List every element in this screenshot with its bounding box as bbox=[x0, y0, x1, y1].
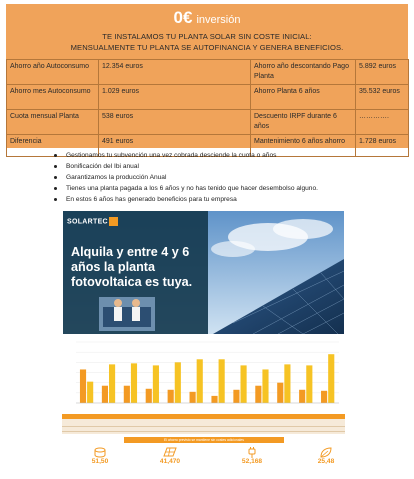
chart-bar bbox=[197, 359, 203, 403]
offer-box bbox=[6, 4, 408, 148]
cell-left-value: 491 euros bbox=[99, 135, 251, 157]
chart-bar bbox=[109, 364, 115, 403]
chart-bar bbox=[284, 364, 290, 403]
table-row bbox=[62, 426, 345, 432]
table-row bbox=[7, 85, 409, 110]
cell-right-value: 35.532 euros bbox=[356, 85, 409, 110]
chart-bar bbox=[211, 396, 217, 403]
solar-banner bbox=[63, 211, 344, 334]
cell-left-label: Diferencia bbox=[7, 135, 99, 157]
chart-bar bbox=[306, 365, 312, 403]
tagline-line-2: MENSUALMENTE TU PLANTA SE AUTOFINANCIA Y GENERA BENEFICIOS. bbox=[70, 43, 344, 52]
tagline-line-1: TE INSTALAMOS TU PLANTA SOLAR SIN COSTE INICIAL: bbox=[102, 32, 312, 41]
chart-bar bbox=[299, 390, 305, 403]
monthly-table-strip bbox=[62, 414, 345, 434]
chart-bar bbox=[124, 386, 130, 403]
chart-bar bbox=[241, 365, 247, 403]
cell-right-label: Ahorro Planta 6 años bbox=[251, 85, 356, 110]
price-word: inversión bbox=[196, 14, 241, 26]
list-item: Gestionamos tu subvención una vez cobrada desciende la cuota o años bbox=[58, 150, 398, 161]
cell-left-value: 538 euros bbox=[99, 110, 251, 135]
stat-value: 41,470 bbox=[159, 458, 181, 465]
chart-bar bbox=[328, 354, 334, 403]
savings-table bbox=[6, 59, 409, 157]
chart-bar bbox=[87, 382, 93, 403]
strip-header bbox=[62, 414, 345, 419]
stat-value: 52,168 bbox=[241, 458, 263, 465]
cell-left-value: 12.354 euros bbox=[99, 60, 251, 85]
coins-icon bbox=[93, 447, 107, 458]
chart-bar bbox=[233, 390, 239, 403]
chart-bar bbox=[190, 392, 196, 403]
chart-bar bbox=[262, 369, 268, 403]
cell-right-label: Ahorro año descontando Pago Planta bbox=[251, 60, 356, 85]
cell-right-label: Descuento IRPF durante 6 años bbox=[251, 110, 356, 135]
stat-value: 25,48 bbox=[317, 458, 335, 465]
workers-photo bbox=[99, 297, 155, 331]
cell-right-value: 1.728 euros bbox=[356, 135, 409, 157]
stat-item bbox=[70, 447, 130, 466]
list-item: Garantizamos la producción Anual bbox=[58, 172, 398, 183]
sun-icon bbox=[109, 217, 118, 226]
list-item: Bonificación del Ibi anual bbox=[58, 161, 398, 172]
table-row bbox=[7, 110, 409, 135]
chart-bar bbox=[255, 386, 261, 403]
chart-bar bbox=[168, 390, 174, 403]
brand-name: SOLARTEC bbox=[67, 218, 108, 226]
cell-left-label: Ahorro año Autoconsumo bbox=[7, 60, 99, 85]
stat-item bbox=[222, 447, 282, 466]
chart-bar bbox=[80, 369, 86, 403]
price-line bbox=[6, 8, 408, 28]
cell-left-label: Ahorro mes Autoconsumo bbox=[7, 85, 99, 110]
benefits-list bbox=[58, 150, 398, 205]
chart-bar bbox=[277, 383, 283, 403]
cell-right-label: Mantenimiento 6 años ahorro bbox=[251, 135, 356, 157]
chart-bar bbox=[321, 391, 327, 403]
chart-bar bbox=[219, 359, 225, 403]
stat-value: 51,50 bbox=[91, 458, 109, 465]
chart-bar bbox=[131, 363, 137, 403]
table-row bbox=[7, 60, 409, 85]
stat-item bbox=[140, 447, 200, 466]
chart-bar bbox=[175, 362, 181, 403]
cell-right-value: 5.892 euros bbox=[356, 60, 409, 85]
price-amount: 0€ bbox=[173, 8, 193, 27]
chart-bar bbox=[102, 386, 108, 403]
cell-left-value: 1.029 euros bbox=[99, 85, 251, 110]
cell-left-label: Cuota mensual Planta bbox=[7, 110, 99, 135]
leaf-icon bbox=[319, 447, 333, 458]
solar-panel-icon bbox=[162, 447, 178, 458]
chart-bar bbox=[153, 365, 159, 403]
offer-header bbox=[6, 4, 408, 56]
banner-headline: Alquila y entre 4 y 6 años la planta fotovoltaica es tuya. bbox=[71, 245, 193, 289]
chart-bar bbox=[146, 389, 152, 403]
savings-bar-chart bbox=[62, 336, 345, 413]
stat-item bbox=[296, 447, 356, 466]
list-item: En estos 6 años has generado beneficios para tu empresa bbox=[58, 194, 398, 205]
plug-icon bbox=[245, 447, 259, 458]
brand-logo bbox=[67, 217, 118, 226]
savings-note-bar: El ahorro previsto se mantiene sin costes adicionales bbox=[124, 437, 284, 443]
list-item: Tienes una planta pagada a los 6 años y no has tenido que hacer desembolso alguno. bbox=[58, 183, 398, 194]
cell-right-value: …………. bbox=[356, 110, 409, 135]
